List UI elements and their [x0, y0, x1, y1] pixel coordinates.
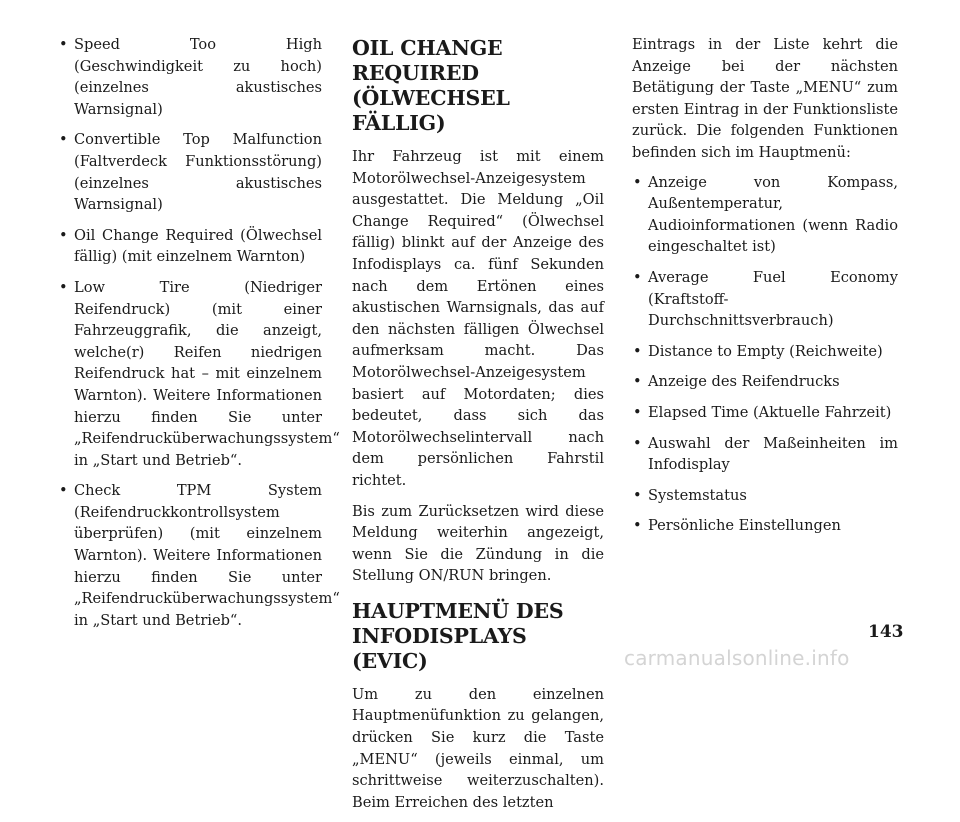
body-paragraph: Ihr Fahrzeug ist mit einem Motorölwechsel-Anzeigesystem ausgestattet. Die Meldung „Oil Change Required“ (Ölwechsel fällig) blinkt auf der Anzeige des Infodisplays ca. fünf Sekunden nach dem Ertönen eines akustischen Warnsignals, das auf den nächsten fälligen Ölwechsel aufmerksam macht. Das Motorölwechsel-Anzeigesystem basiert auf Motordaten; dies bedeutet, dass sich das Motorölwechselintervall nach dem persönlichen Fahrstil richtet. [352, 148, 604, 489]
list-item: • Average Fuel Economy (Kraftstoff-Durchschnittsverbrauch) [632, 267, 898, 332]
section-heading-main-menu: HAUPTMENÜ DES INFODISPLAYS (EVIC) [352, 598, 564, 673]
body-paragraph: Eintrags in der Liste kehrt die Anzeige bei der nächsten Betätigung der Taste „MENU“ zum ersten Eintrag in der Funktionsliste zurück. Die folgenden Funktionen befinden sich im Hauptmenü: [632, 36, 898, 161]
left-column [58, 34, 340, 640]
list-item: • Distance to Empty (Reichweite) [632, 341, 898, 363]
list-item: • Anzeige von Kompass, Außentemperatur, Audioinformationen (wenn Radio eingeschaltet ist) [632, 172, 898, 258]
list-item: • Speed Too High (Geschwindigkeit zu hoch) (einzelnes akustisches Warnsignal) [58, 34, 322, 120]
right-column [632, 34, 898, 546]
section-heading-oil-change: OIL CHANGE REQUIRED (ÖLWECHSEL FÄLLIG) [352, 36, 510, 135]
body-paragraph: Um zu den einzelnen Hauptmenüfunktion zu gelangen, drücken Sie kurz die Taste „MENU“ (jeweils einmal, um schrittweise weiterzuschalten). Beim Erreichen des letzten [352, 685, 604, 811]
middle-column [352, 34, 604, 822]
list-item: • Oil Change Required (Ölwechsel fällig) (mit einzelnem Warnton) [58, 225, 322, 268]
warning-message-list [58, 34, 340, 631]
list-item: • Elapsed Time (Aktuelle Fahrzeit) [632, 402, 898, 424]
list-item: • Anzeige des Reifendrucks [632, 371, 898, 393]
list-item: • Auswahl der Maßeinheiten im Infodisplay [632, 433, 898, 476]
body-paragraph: Bis zum Zurücksetzen wird diese Meldung weiterhin angezeigt, wenn Sie die Zündung in die Stellung ON/RUN bringen. [352, 502, 604, 585]
watermark: carmanualsonline.info [624, 646, 850, 670]
list-item: • Systemstatus [632, 485, 898, 507]
list-item: • Low Tire (Niedriger Reifendruck) (mit einer Fahrzeuggrafik, die anzeigt, welche(r) Reifen niedrigen Reifendruck hat – mit einzelnem Warnton). Weitere Informationen hierzu finden Sie unter „Reifendrucküberwachungssystem“ in „Start und Betrieb“. [58, 277, 322, 471]
page-number: 143 [868, 622, 904, 642]
list-item: • Persönliche Einstellungen [632, 515, 898, 537]
main-menu-function-list [632, 172, 898, 537]
list-item: • Check TPM System (Reifendruckkontrollsystem überprüfen) (mit einzelnem Warnton). Weitere Informationen hierzu finden Sie unter „Reifendrucküberwachungssystem“ in „Start und Betrieb“. [58, 480, 322, 631]
list-item: • Convertible Top Malfunction (Faltverdeck Funktionsstörung) (einzelnes akustisches Warnsignal) [58, 129, 322, 215]
